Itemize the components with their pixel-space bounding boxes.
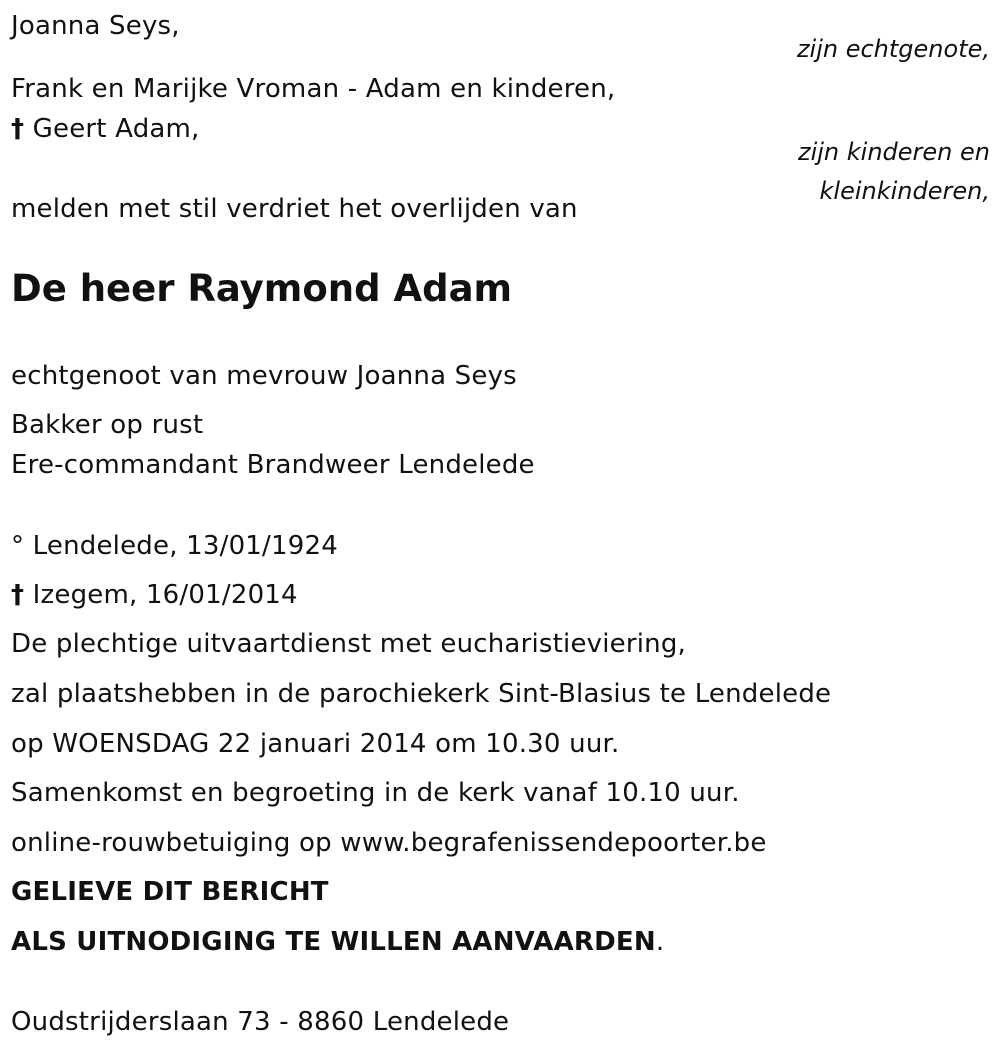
children-role-line-1: zijn kinderen en [798,138,990,166]
birth-symbol: ° [11,531,25,561]
notice-text: ALS UITNODIGING TE WILLEN AANVAARDEN [11,927,656,957]
deceased-name: De heer Raymond Adam [11,267,513,310]
service-line-5: online-rouwbetuiging op www.begrafenissendepoorter.be [11,828,767,858]
spouse-name: Joanna Seys, [11,11,180,41]
death-text: Izegem, 16/01/2014 [32,580,298,610]
notice-period: . [655,927,665,957]
deceased-occupation: Bakker op rust [11,410,204,440]
cross-icon: † [11,580,25,610]
child-name: Geert Adam, [32,114,200,144]
service-line-2: zal plaatshebben in de parochiekerk Sint-Blasius te Lendelede [11,679,832,709]
deceased-relation: echtgenoot van mevrouw Joanna Seys [11,361,517,391]
service-line-3: op WOENSDAG 22 januari 2014 om 10.30 uur. [11,729,620,759]
notice-line-2 [11,926,664,958]
spouse-role: zijn echtgenote, [796,35,990,63]
children-role-line-2: kleinkinderen, [819,177,990,205]
children-line-2 [11,113,200,145]
children-line-1: Frank en Marijke Vroman - Adam en kinderen, [11,74,616,104]
birth-line [11,530,338,562]
announcement: melden met stil verdriet het overlijden van [11,194,578,224]
service-line-1: De plechtige uitvaartdienst met eucharistieviering, [11,629,687,659]
notice-line-1: GELIEVE DIT BERICHT [11,877,329,907]
service-line-4: Samenkomst en begroeting in de kerk vanaf 10.10 uur. [11,778,740,808]
death-line [11,579,298,611]
deceased-honor: Ere-commandant Brandweer Lendelede [11,450,535,480]
address: Oudstrijderslaan 73 - 8860 Lendelede [11,1007,510,1037]
cross-icon: † [11,114,25,144]
birth-text: Lendelede, 13/01/1924 [32,531,338,561]
